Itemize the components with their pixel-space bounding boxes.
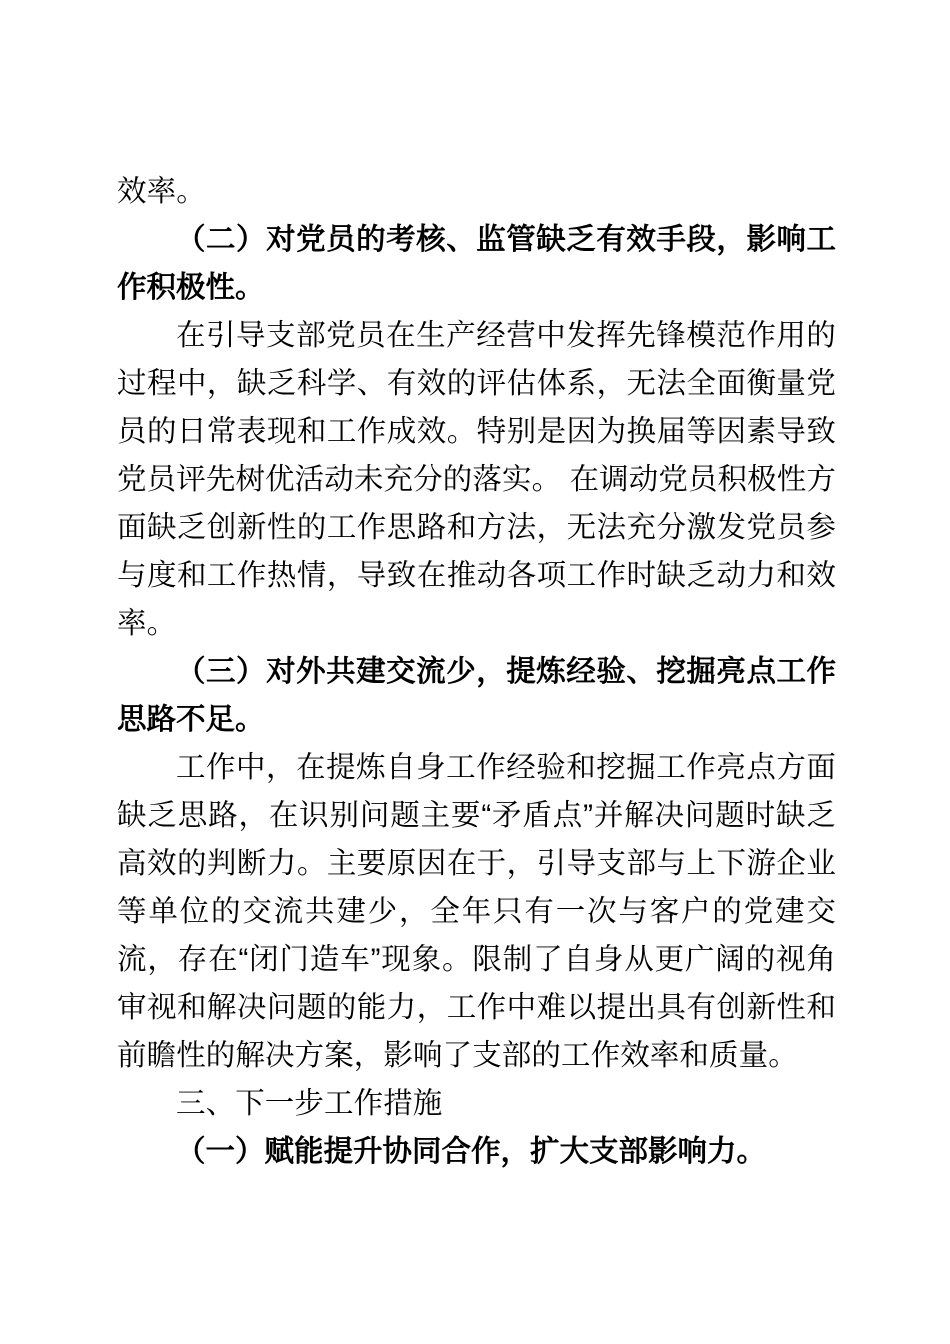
document-text-column [117, 168, 836, 1176]
paragraph-continued-efficiency: 效率。 [117, 175, 206, 208]
heading-next-steps-item-one: （一）赋能提升协同合作，扩大支部影响力。 [176, 1135, 767, 1168]
paragraph-section-two-body: 在引导支部党员在生产经营中发挥先锋模范作用的过程中，缺乏科学、有效的评估体系，无法全面衡量党员的日常表现和工作成效。特别是因为换届等因素导致党员评先树优活动未充分的落实。 在调动党员积极性方面缺乏创新性的工作思路和方法，无法充分激发党员参与度和工作热情，导致在推动各项工作时缺乏动力和效率。 [117, 319, 836, 640]
section-heading-next-steps: 三、下一步工作措施 [176, 1087, 443, 1120]
paragraph-section-three-body: 工作中，在提炼自身工作经验和挖掘工作亮点方面缺乏思路，在识别问题主要“矛盾点”并解决问题时缺乏高效的判断力。主要原因在于，引导支部与上下游企业等单位的交流共建少，全年只有一次与客户的党建交流，存在“闭门造车”现象。限制了自身从更广阔的视角审视和解决问题的能力，工作中难以提出具有创新性和前瞻性的解决方案，影响了支部的工作效率和质量。 [117, 751, 836, 1072]
heading-section-three: （三）对外共建交流少，提炼经验、挖掘亮点工作思路不足。 [117, 655, 836, 736]
heading-section-two: （二）对党员的考核、监管缺乏有效手段，影响工作积极性。 [117, 223, 836, 304]
